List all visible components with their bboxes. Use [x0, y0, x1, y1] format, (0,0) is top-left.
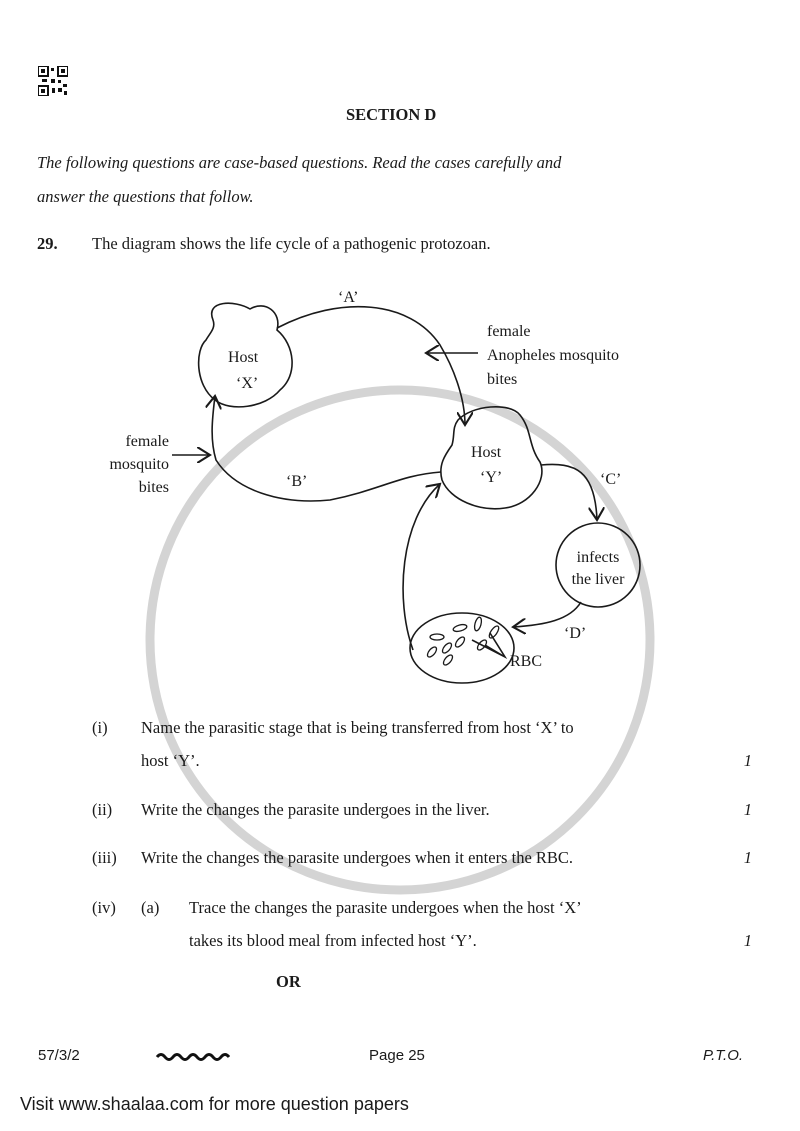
instructions-line-2: answer the questions that follow. — [37, 187, 254, 206]
part-iii-marks: 1 — [743, 848, 752, 867]
paper-code: 57/3/2 — [38, 1047, 80, 1064]
part-iii-line-1: Write the changes the parasite undergoes when it enters the RBC. — [141, 848, 574, 867]
part-iv-marks: 1 — [743, 931, 752, 950]
part-iv-number: (iv) — [92, 898, 116, 917]
section-title: SECTION D — [346, 105, 437, 124]
host-y-label: Host — [471, 444, 502, 461]
label-c: ‘C’ — [600, 471, 622, 488]
host-x-label: Host — [228, 349, 259, 366]
arrow-a — [277, 307, 465, 425]
part-iv-line-2: takes its blood meal from infected host ‘Y’. — [189, 931, 477, 950]
rbc-label: RBC — [510, 653, 543, 670]
parasite-ovals — [426, 616, 501, 666]
liver-label-2: the liver — [571, 571, 625, 588]
pto-label: P.T.O. — [703, 1047, 744, 1064]
mosquito-note-3: bites — [138, 479, 169, 496]
mosquito-note-1: female — [125, 433, 169, 450]
label-a: ‘A’ — [338, 289, 359, 306]
question-number: 29. — [37, 234, 58, 253]
page-number: Page 25 — [369, 1047, 425, 1064]
arrow-c — [541, 464, 597, 520]
part-i-number: (i) — [92, 718, 108, 737]
rbc-pointer-lines — [472, 633, 505, 657]
label-d: ‘D’ — [564, 625, 587, 642]
instructions-line-1: The following questions are case-based questions. Read the cases carefully and — [37, 153, 562, 172]
anopheles-note-1: female — [487, 323, 531, 340]
part-i-line-1: Name the parasitic stage that is being transferred from host ‘X’ to — [141, 718, 574, 737]
visit-link[interactable]: Visit www.shaalaa.com for more question papers — [20, 1094, 409, 1114]
or-label: OR — [276, 972, 301, 991]
anopheles-note-3: bites — [487, 371, 518, 388]
rbc-cluster — [410, 613, 514, 683]
mosquito-note-2: mosquito — [109, 456, 169, 473]
liver-label-1: infects — [576, 549, 620, 566]
part-iv-sub: (a) — [141, 898, 160, 917]
arrow-b — [212, 396, 441, 501]
part-i-marks: 1 — [743, 751, 752, 770]
part-ii-number: (ii) — [92, 800, 113, 819]
part-ii-marks: 1 — [743, 800, 752, 819]
tilde-ornament — [155, 1050, 230, 1068]
anopheles-note-2: Anopheles mosquito — [487, 347, 619, 364]
part-iii-number: (iii) — [92, 848, 117, 867]
host-y-id: ‘Y’ — [480, 469, 503, 486]
part-ii-line-1: Write the changes the parasite undergoes in the liver. — [141, 800, 490, 819]
part-iv-line-1: Trace the changes the parasite undergoes when the host ‘X’ — [189, 898, 582, 917]
part-i-line-2: host ‘Y’. — [141, 751, 200, 770]
question-stem: The diagram shows the life cycle of a pathogenic protozoan. — [92, 234, 491, 253]
host-x-id: ‘X’ — [236, 375, 259, 392]
arrow-d — [513, 602, 581, 627]
label-b: ‘B’ — [286, 473, 308, 490]
